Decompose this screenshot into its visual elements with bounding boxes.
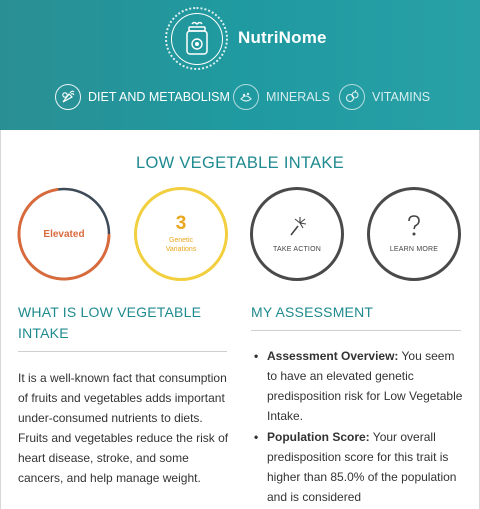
divider	[18, 351, 227, 352]
genetic-variations-badge	[134, 187, 228, 281]
divider	[251, 330, 461, 331]
take-action-label: TAKE ACTION	[273, 246, 321, 253]
variation-label: Genetic Variations	[165, 237, 197, 253]
nav-item-vitamins[interactable]	[339, 82, 430, 112]
brand-name[interactable]: NutriNome	[238, 28, 327, 47]
what-is-description: It is a well-known fact that consumption of fruits and vegetables adds important under-consumed nutrients to diets. Fruits and vegetables reduce the risk of heart disease, stroke, and some cancers, and help manage weight.	[18, 371, 229, 485]
learn-more-label: LEARN MORE	[389, 246, 439, 253]
take-action-button[interactable]	[250, 187, 344, 281]
minerals-icon	[233, 84, 259, 110]
assessment-item	[254, 346, 466, 426]
assessment-item	[254, 427, 466, 507]
nav-label: MINERALS	[266, 90, 330, 104]
assessment-item-label: Population Score:	[267, 430, 370, 444]
sparkle-icon	[285, 215, 309, 242]
brand-logo[interactable]	[165, 7, 228, 70]
nav-item-diet-and-metabolism[interactable]	[55, 82, 230, 112]
category-nav	[0, 82, 480, 112]
what-is-heading: WHAT IS LOW VEGETABLE INTAKE	[18, 304, 202, 341]
nutrition-jar-logo-icon	[171, 13, 223, 65]
risk-level-gauge	[17, 187, 111, 281]
vitamins-icon	[339, 84, 365, 110]
assessment-item-text: Your overall predisposition score for this trait is higher than 85.0% of the population and is considered	[267, 430, 457, 504]
assessment-heading: MY ASSESSMENT	[251, 304, 374, 320]
assessment-item-label: Assessment Overview:	[267, 349, 399, 363]
question-mark-icon	[405, 215, 423, 242]
nav-label: VITAMINS	[372, 90, 431, 104]
risk-level-label: Elevated	[43, 228, 85, 240]
nav-label: DIET AND METABOLISM	[88, 90, 230, 104]
nav-item-minerals[interactable]	[233, 82, 330, 112]
assessment-list	[254, 346, 466, 508]
learn-more-button[interactable]	[367, 187, 461, 281]
assessment-item-text: You seem to have an elevated genetic predisposition risk for Low Vegetable Intake.	[267, 349, 463, 423]
variation-count: 3	[175, 213, 187, 234]
page-title: LOW VEGETABLE INTAKE	[135, 154, 345, 172]
app-header	[0, 0, 480, 130]
vegetables-icon	[55, 84, 81, 110]
